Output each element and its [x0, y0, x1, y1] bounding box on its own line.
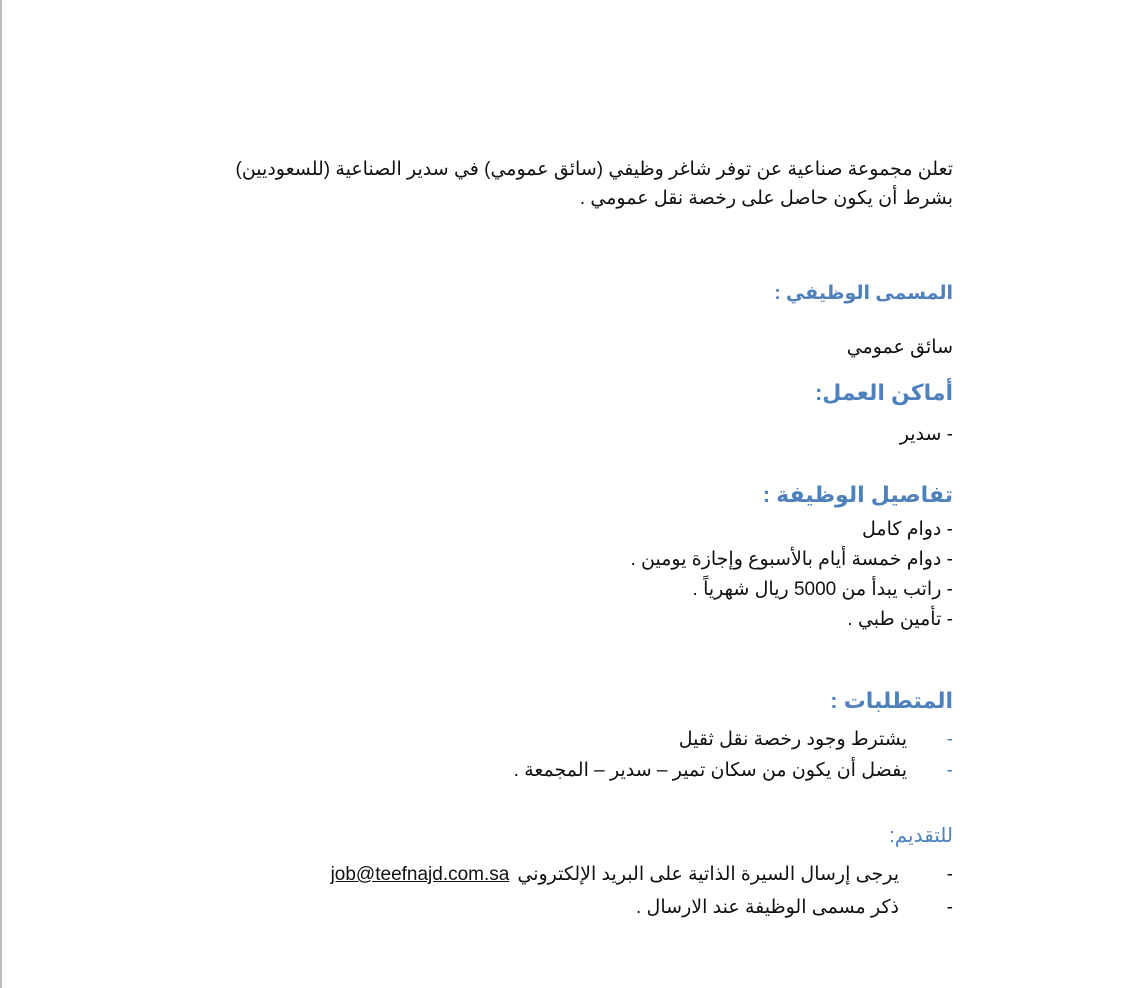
apply-list: [331, 858, 953, 924]
requirement-text: يفضل أن يكون من سكان تمير – سدير – المجمعة .: [513, 760, 907, 781]
details-list: [630, 515, 953, 635]
intro-paragraph: [153, 155, 953, 213]
apply-bullet: -: [946, 864, 953, 885]
apply-email-instruction: يرجى إرسال السيرة الذاتية على البريد الإلكتروني: [517, 864, 899, 885]
requirement-item: [514, 724, 953, 755]
apply-item-email: [331, 858, 953, 891]
details-item: - راتب يبدأ من 5000 ريال شهرياً .: [692, 579, 953, 600]
job-title-heading: المسمى الوظيفي :: [774, 283, 953, 304]
requirement-bullet: -: [946, 729, 953, 750]
job-title-value: سائق عمومي: [846, 337, 953, 358]
locations-list: [900, 423, 953, 446]
details-item: - تأمين طبي .: [847, 609, 953, 630]
apply-heading: للتقديم:: [889, 825, 953, 847]
apply-title-instruction: ذكر مسمى الوظيفة عند الارسال .: [636, 897, 899, 918]
apply-item-title: [331, 891, 953, 924]
email-link[interactable]: job@teefnajd.com.sa: [330, 864, 510, 885]
details-heading: تفاصيل الوظيفة :: [762, 482, 953, 507]
intro-line-2: بشرط أن يكون حاصل على رخصة نقل عمومي .: [579, 188, 953, 209]
details-item: - دوام كامل: [862, 519, 953, 540]
requirement-item: [514, 755, 953, 786]
intro-line-1: تعلن مجموعة صناعية عن توفر شاغر وظيفي (سائق عمومي) في سدير الصناعية (للسعوديين): [235, 159, 953, 180]
requirement-text: يشترط وجود رخصة نقل ثقيل: [678, 729, 907, 750]
requirement-bullet: -: [946, 760, 953, 781]
location-item: - سدير: [899, 424, 953, 445]
requirements-heading: المتطلبات :: [830, 688, 953, 713]
requirements-list: [514, 724, 953, 786]
apply-bullet: -: [946, 897, 953, 918]
details-item: - دوام خمسة أيام بالأسبوع وإجازة يومين .: [630, 549, 953, 570]
locations-heading: أماكن العمل:: [814, 380, 953, 405]
